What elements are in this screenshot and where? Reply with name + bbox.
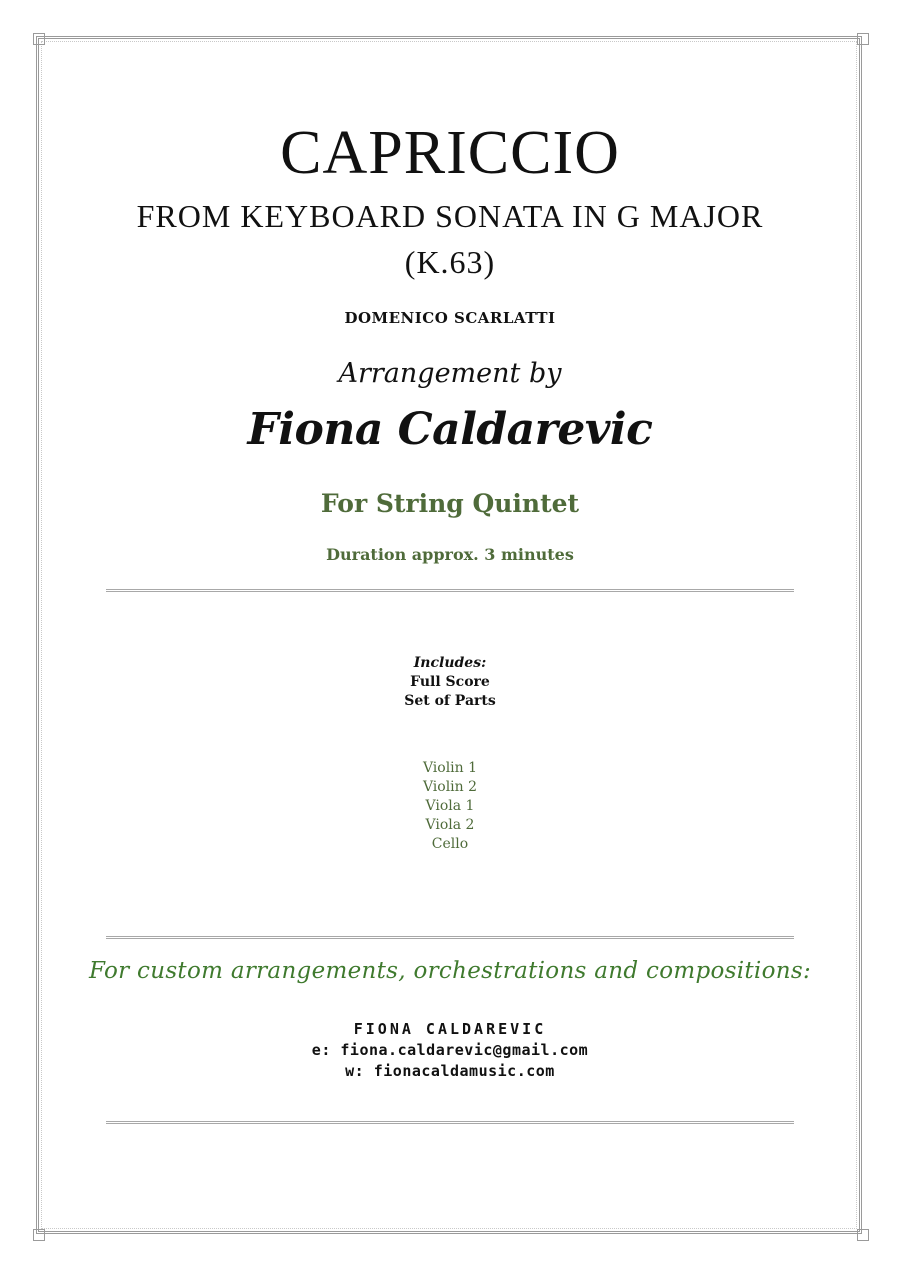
part-item: Violin 2: [422, 779, 478, 795]
part-item: Viola 1: [425, 798, 475, 814]
corner-ornament: [33, 33, 45, 45]
subtitle: FROM KEYBOARD SONATA IN G MAJOR: [136, 198, 764, 234]
include-item: Full Score: [410, 674, 490, 690]
corner-ornament: [857, 1229, 869, 1241]
includes-label: Includes:: [413, 655, 487, 671]
contact-website: w: fionacaldamusic.com: [345, 1062, 555, 1080]
custom-arrangements-note: For custom arrangements, orchestrations and compositions:: [88, 958, 812, 984]
divider: [106, 589, 794, 592]
divider: [106, 936, 794, 939]
arrangement-label: Arrangement by: [338, 358, 562, 389]
part-item: Viola 2: [425, 817, 475, 833]
parts-list: [0, 759, 900, 854]
page-title: CAPRICCIO: [280, 119, 620, 187]
contact-block: [0, 1019, 900, 1082]
contact-email: e: fiona.caldarevic@gmail.com: [311, 1041, 589, 1059]
instrumentation: For String Quintet: [320, 489, 580, 518]
include-item: Set of Parts: [404, 693, 496, 709]
corner-ornament: [33, 1229, 45, 1241]
divider: [106, 1121, 794, 1124]
part-item: Violin 1: [422, 760, 478, 776]
arranger-name: Fiona Caldarevic: [247, 404, 653, 455]
duration: Duration approx. 3 minutes: [326, 545, 574, 564]
contact-name: FIONA CALDAREVIC: [353, 1020, 547, 1038]
includes-block: [0, 655, 900, 709]
corner-ornament: [857, 33, 869, 45]
composer-name: DOMENICO SCARLATTI: [344, 309, 556, 327]
part-item: Cello: [431, 836, 469, 852]
catalog-number: (K.63): [404, 244, 496, 280]
